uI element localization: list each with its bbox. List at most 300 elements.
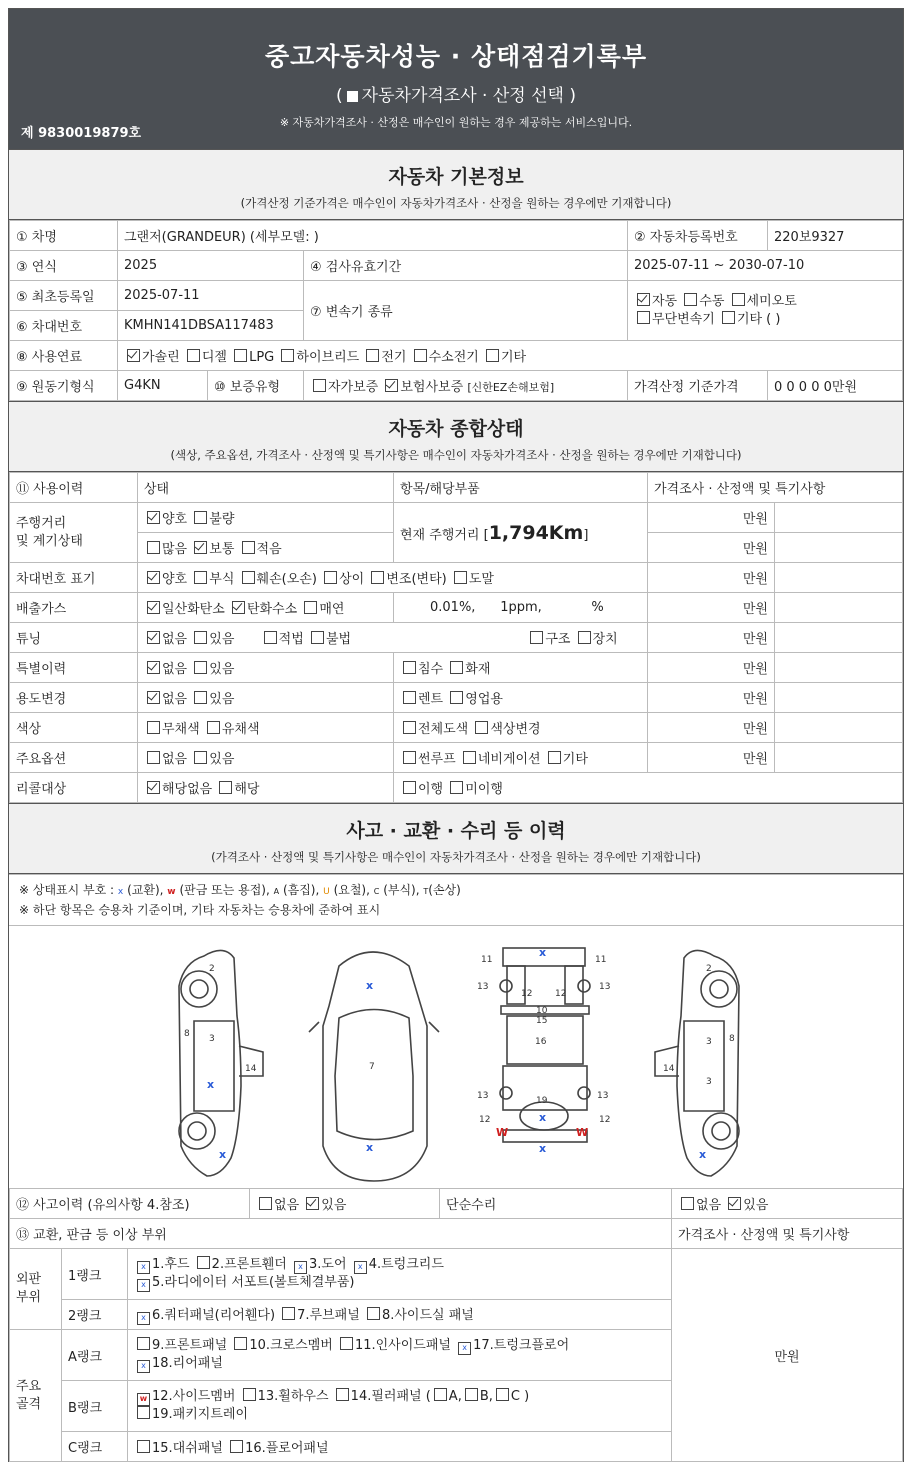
overall-state-table	[9, 472, 903, 803]
color-options	[138, 713, 394, 743]
part-7-label: 7.루브패널	[297, 1308, 360, 1323]
overall-section-header	[9, 401, 903, 472]
legend-line-2: ※ 하단 항목은 승용차 기준이며, 기타 자동차는 승용차에 준하여 표시	[19, 903, 381, 917]
usage-none-label: 없음	[162, 692, 188, 707]
tuning-illegal-label: 불법	[325, 632, 352, 647]
warranty-ins-checkbox[interactable]	[385, 379, 398, 392]
reg-no-label: ② 자동차등록번호	[628, 221, 768, 251]
fuel-lpg-label: LPG	[249, 350, 275, 365]
mileage-close: ]	[583, 527, 589, 543]
simple-yes-checkbox[interactable]	[728, 1197, 741, 1210]
mileage-normal-checkbox[interactable]	[194, 541, 207, 554]
engine-value: G4KN	[118, 371, 208, 401]
diag-frame-12-bl: 12	[479, 1115, 491, 1125]
diag-right-3-bottom: 3	[706, 1077, 712, 1087]
part-1-label: 1.후드	[152, 1257, 190, 1272]
part-4-checkbox[interactable]	[354, 1261, 367, 1274]
tuning-device-checkbox[interactable]	[578, 631, 591, 644]
diag-right-14: 14	[663, 1064, 675, 1074]
insurer-name: [신한EZ손해보험]	[467, 381, 555, 394]
col-history: ⑪ 사용이력	[10, 473, 138, 503]
first-reg-label: ⑤ 최초등록일	[10, 281, 118, 311]
recall-options	[138, 773, 394, 803]
option-label: 주요옵션	[10, 743, 138, 773]
part-14-label: 14.필러패널 (	[350, 1389, 431, 1404]
option-etc-checkbox[interactable]	[548, 751, 561, 764]
recall-yes-checkbox[interactable]	[219, 781, 232, 794]
warranty-ins-label: 보험사보증	[400, 380, 464, 395]
hist-yes-label: 있음	[321, 1198, 347, 1213]
base-price-value	[768, 371, 903, 401]
trans-cvt-label: 무단변속기	[652, 311, 715, 327]
usage-none-checkbox[interactable]	[147, 691, 160, 704]
part-19-label: 19.패키지트레이	[152, 1407, 249, 1422]
option-etc-label: 기타	[562, 752, 588, 767]
trans-etc-checkbox[interactable]	[722, 311, 735, 324]
diag-left-x-door: x	[207, 1078, 215, 1091]
top-print-line	[0, 0, 906, 8]
pillar-a-checkbox[interactable]	[434, 1388, 447, 1401]
option-navi-checkbox[interactable]	[463, 751, 476, 764]
rankB-label: B랭크	[62, 1381, 128, 1432]
rank1-label: 1랭크	[62, 1249, 128, 1300]
trans-etc-label: 기타 ( )	[736, 311, 781, 327]
vin-label: ⑥ 차대번호	[10, 311, 118, 341]
mileage-text: 현재 주행거리 [	[400, 527, 489, 543]
option-yes-checkbox[interactable]	[194, 751, 207, 764]
tuning-label: 튜닝	[10, 623, 138, 653]
fuel-gasoline-label: 가솔린	[142, 350, 180, 365]
vin-mark-damage-checkbox[interactable]	[242, 571, 255, 584]
mileage-condition	[138, 503, 394, 533]
color-note	[775, 713, 903, 743]
recall-none-checkbox[interactable]	[147, 781, 160, 794]
warranty-label: ⑩ 보증유형	[208, 371, 304, 401]
hist-label: ⑫ 사고이력 (유의사항 4.참조)	[10, 1189, 250, 1219]
vin-mark-price: 만원	[648, 563, 775, 593]
diag-left-2: 2	[209, 964, 215, 974]
legend-x-text: (교환),	[127, 883, 164, 897]
part-16-label: 16.플로어패널	[245, 1441, 329, 1456]
emission-price: 만원	[648, 593, 775, 623]
simple-none-label: 없음	[696, 1198, 722, 1213]
option-sunroof-label: 썬루프	[418, 752, 456, 767]
diag-frame-w-left: W	[496, 1126, 509, 1139]
rankB-items	[128, 1381, 672, 1432]
fuel-electric-label: 전기	[381, 350, 407, 365]
engine-label: ⑨ 원동기형식	[10, 371, 118, 401]
hist-none-label: 없음	[274, 1198, 300, 1213]
tuning-price: 만원	[648, 623, 775, 653]
emission-hc-checkbox[interactable]	[232, 601, 245, 614]
emission-co-label: 일산화탄소	[162, 602, 225, 617]
tuning-legal-label: 적법	[278, 632, 304, 647]
diag-frame-15: 15	[536, 1016, 548, 1026]
usage-note	[775, 683, 903, 713]
vin-mark-smeared-label: 도말	[468, 572, 494, 587]
part-18-label: 18.리어패널	[152, 1356, 223, 1371]
paren-open: (	[336, 86, 343, 106]
color-label: 색상	[10, 713, 138, 743]
pillar-c-checkbox[interactable]	[496, 1388, 509, 1401]
simple-none-checkbox[interactable]	[681, 1197, 694, 1210]
recall-done-label: 이행	[418, 782, 444, 797]
mileage-reading	[394, 503, 648, 563]
mileage-note-2	[775, 533, 903, 563]
vin-mark-good-checkbox[interactable]	[147, 571, 160, 584]
option-yes-label: 있음	[209, 752, 235, 767]
diag-frame-11-right: 11	[595, 955, 607, 965]
mileage-value: 1,794Km	[488, 521, 584, 544]
color-achro-label: 무채색	[162, 722, 200, 737]
col-price: 가격조사 · 산정액 및 특기사항	[648, 473, 903, 503]
vin-mark-label: 차대번호 표기	[10, 563, 138, 593]
fuel-hybrid-checkbox[interactable]	[281, 349, 294, 362]
color-full-label: 전체도색	[418, 722, 469, 737]
parts-price-label: 가격조사 · 산정액 및 특기사항	[672, 1219, 903, 1249]
tuning-struct-label: 구조	[545, 632, 571, 647]
special-yes-label: 있음	[209, 662, 235, 677]
emission-values: 0.01%, 1ppm, %	[394, 593, 648, 623]
vin-mark-smeared-checkbox[interactable]	[454, 571, 467, 584]
trans-semi-checkbox[interactable]	[732, 293, 745, 306]
part-6-checkbox[interactable]	[137, 1312, 150, 1325]
part-9-checkbox[interactable]	[137, 1337, 150, 1350]
rankC-label: C랭크	[62, 1432, 128, 1462]
mileage-good-label: 양호	[162, 512, 188, 527]
vin-value: KMHN141DBSA117483	[118, 311, 304, 341]
basic-info-table	[9, 220, 903, 401]
part-2-label: 2.프론트휀더	[211, 1257, 287, 1272]
trans-manual-checkbox[interactable]	[684, 293, 697, 306]
legend-u-symbol: U	[323, 887, 330, 897]
year-value: 2025	[118, 251, 304, 281]
year-label: ③ 연식	[10, 251, 118, 281]
tuning-none-checkbox[interactable]	[147, 631, 160, 644]
emission-note	[775, 593, 903, 623]
diag-frame-x-floor: x	[539, 1111, 547, 1124]
mileage-bad-label: 불량	[209, 512, 235, 527]
diag-right-x-quarter: x	[699, 1148, 707, 1161]
fuel-diesel-checkbox[interactable]	[187, 349, 200, 362]
part-16-checkbox[interactable]	[230, 1440, 243, 1453]
fuel-etc-label: 기타	[500, 350, 527, 365]
legend-a-symbol: A	[273, 887, 280, 896]
vin-mark-rust-label: 부식	[209, 572, 235, 587]
mileage-few-label: 적음	[256, 542, 282, 557]
part-7-checkbox[interactable]	[282, 1307, 295, 1320]
part-13-checkbox[interactable]	[243, 1388, 256, 1401]
recall-none-label: 해당없음	[162, 782, 213, 797]
part-3-checkbox[interactable]	[294, 1261, 307, 1274]
usage-items	[394, 683, 648, 713]
recall-label: 리콜대상	[10, 773, 138, 803]
special-fire-checkbox[interactable]	[450, 661, 463, 674]
hist-options	[250, 1189, 440, 1219]
rank2-label: 2랭크	[62, 1300, 128, 1330]
hist-yes-checkbox[interactable]	[306, 1197, 319, 1210]
tuning-illegal-checkbox[interactable]	[311, 631, 324, 644]
fuel-etc-checkbox[interactable]	[486, 349, 499, 362]
special-items	[394, 653, 648, 683]
hist-none-checkbox[interactable]	[259, 1197, 272, 1210]
color-items	[394, 713, 648, 743]
diag-top-x-hood: x	[366, 979, 374, 992]
usage-rent-checkbox[interactable]	[403, 691, 416, 704]
fuel-electric-checkbox[interactable]	[366, 349, 379, 362]
trans-cvt-checkbox[interactable]	[637, 311, 650, 324]
part-15-label: 15.대쉬패널	[152, 1441, 223, 1456]
special-options	[138, 653, 394, 683]
usage-options	[138, 683, 394, 713]
service-notice: ※ 자동차가격조사 · 산정은 매수인이 원하는 경우 제공하는 서비스입니다.	[279, 116, 633, 129]
accident-table	[9, 1188, 903, 1462]
fuel-diesel-label: 디젤	[201, 350, 227, 365]
pillar-b-label: B,	[479, 1389, 493, 1404]
legend-w-symbol: w	[167, 887, 176, 897]
filled-square-icon	[347, 91, 358, 102]
rankA-items	[128, 1330, 672, 1381]
inspect-value: 2025-07-11 ~ 2030-07-10	[628, 251, 903, 281]
document-title: 중고자동차성능 · 상태점검기록부	[264, 42, 647, 71]
usage-label: 용도변경	[10, 683, 138, 713]
basic-info-title: 자동차 기본정보	[388, 166, 524, 188]
legend-u-text: (요철),	[333, 883, 370, 897]
basic-info-subtitle: (가격산정 기준가격은 매수인이 자동차가격조사 · 산정을 원하는 경우에만 기재합니다)	[240, 196, 672, 210]
trans-auto-checkbox[interactable]	[637, 293, 650, 306]
special-flood-label: 침수	[418, 662, 444, 677]
mileage-few-checkbox[interactable]	[242, 541, 255, 554]
tuning-note	[775, 623, 903, 653]
base-price-unit: 만원	[831, 380, 858, 395]
legend-prefix: ※ 상태표시 부호 :	[19, 883, 115, 897]
car-name-value: 그랜저(GRANDEUR) (세부모델: )	[118, 221, 628, 251]
accident-title: 사고 · 교환 · 수리 등 이력	[346, 820, 566, 842]
emission-co-checkbox[interactable]	[147, 601, 160, 614]
part-4-label: 4.트렁크리드	[368, 1257, 444, 1272]
overall-title: 자동차 종합상태	[388, 418, 524, 440]
mileage-label: 주행거리 및 계기상태	[10, 503, 138, 563]
fuel-label: ⑧ 사용연료	[10, 341, 118, 371]
basic-info-section-header	[9, 149, 903, 220]
pillar-a-label: A,	[448, 1389, 462, 1404]
pillar-b-checkbox[interactable]	[465, 1388, 478, 1401]
outer-label: 외판 부위	[10, 1249, 62, 1330]
part-17-checkbox[interactable]	[458, 1342, 471, 1355]
mileage-bad-checkbox[interactable]	[194, 511, 207, 524]
accident-subtitle: (가격조사 · 산정액 및 특기사항은 매수인이 자동차가격조사 · 산정을 원하는 경우에만 기재합니다)	[211, 850, 701, 864]
recall-items	[394, 773, 903, 803]
simple-label: 단순수리	[440, 1189, 672, 1219]
legend-x-symbol: x	[117, 887, 124, 897]
warranty-self-label: 자가보증	[328, 380, 379, 395]
diag-right-2: 2	[706, 964, 712, 974]
special-label: 특별이력	[10, 653, 138, 683]
part-17-label: 17.트렁크플로어	[473, 1338, 570, 1353]
part-1-checkbox[interactable]	[137, 1261, 150, 1274]
color-change-label: 색상변경	[490, 722, 541, 737]
color-chro-checkbox[interactable]	[207, 721, 220, 734]
diag-frame-10: 10	[536, 1006, 548, 1016]
vin-mark-note	[775, 563, 903, 593]
special-none-label: 없음	[162, 662, 188, 677]
option-sunroof-checkbox[interactable]	[403, 751, 416, 764]
part-5-checkbox[interactable]	[137, 1279, 150, 1292]
diag-frame-12-r: 12	[555, 989, 567, 999]
frame-label: 주요 골격	[10, 1330, 62, 1462]
diag-left-14: 14	[245, 1064, 257, 1074]
color-change-checkbox[interactable]	[475, 721, 488, 734]
usage-rent-label: 렌트	[418, 692, 444, 707]
tuning-device-label: 장치	[592, 632, 618, 647]
emission-label: 배출가스	[10, 593, 138, 623]
legend-t-symbol: T	[423, 887, 429, 896]
emission-smoke-checkbox[interactable]	[304, 601, 317, 614]
special-yes-checkbox[interactable]	[194, 661, 207, 674]
option-none-label: 없음	[162, 752, 188, 767]
recall-done-checkbox[interactable]	[403, 781, 416, 794]
diag-right-8: 8	[729, 1034, 735, 1044]
tuning-legal-checkbox[interactable]	[264, 631, 277, 644]
color-price: 만원	[648, 713, 775, 743]
diag-left-3: 3	[209, 1034, 215, 1044]
diag-frame-x-front: x	[539, 946, 547, 959]
usage-biz-checkbox[interactable]	[450, 691, 463, 704]
mileage-price-2: 만원	[648, 533, 775, 563]
legend-w-text: (판금 또는 용접),	[179, 883, 270, 897]
subtitle-text: 자동차가격조사 · 산정 선택 )	[361, 86, 576, 106]
first-reg-value: 2025-07-11	[118, 281, 304, 311]
trans-semi-label: 세미오토	[746, 293, 797, 309]
trans-auto-label: 자동	[652, 293, 678, 309]
vin-mark-altered-label: 변조(변타)	[386, 572, 447, 587]
tuning-none-label: 없음	[162, 632, 188, 647]
diag-frame-13-br: 13	[597, 1091, 609, 1101]
usage-price: 만원	[648, 683, 775, 713]
diag-frame-11-left: 11	[481, 955, 493, 965]
car-diagram-svg	[9, 926, 903, 1188]
diag-top-7: 7	[369, 1062, 375, 1072]
mileage-price-1: 만원	[648, 503, 775, 533]
part-12-checkbox[interactable]	[137, 1393, 150, 1406]
fuel-hydrogen-checkbox[interactable]	[414, 349, 427, 362]
usage-yes-label: 있음	[209, 692, 235, 707]
recall-notdone-checkbox[interactable]	[450, 781, 463, 794]
record-sheet	[8, 8, 904, 1462]
option-navi-label: 네비게이션	[477, 752, 541, 767]
part-19-checkbox[interactable]	[137, 1406, 150, 1419]
diag-frame-w-right: W	[576, 1126, 589, 1139]
fuel-options	[118, 341, 903, 371]
option-price: 만원	[648, 743, 775, 773]
car-name-label: ① 차명	[10, 221, 118, 251]
color-achro-checkbox[interactable]	[147, 721, 160, 734]
option-items	[394, 743, 648, 773]
usage-biz-label: 영업용	[465, 692, 503, 707]
mileage-many-label: 많음	[162, 542, 188, 557]
color-chro-label: 유채색	[221, 722, 260, 737]
warranty-options	[304, 371, 628, 401]
diag-frame-x-rear: x	[539, 1142, 547, 1155]
fuel-lpg-checkbox[interactable]	[234, 349, 247, 362]
rank1-items	[128, 1249, 672, 1300]
legend-a-text: (흠집),	[282, 883, 320, 897]
legend-t-text: (손상)	[428, 883, 461, 897]
special-none-checkbox[interactable]	[147, 661, 160, 674]
diag-frame-12-l: 12	[521, 989, 533, 999]
emission-hc-label: 탄화수소	[246, 602, 298, 617]
diag-frame-16: 16	[535, 1037, 547, 1047]
color-full-checkbox[interactable]	[403, 721, 416, 734]
legend-line-1	[19, 881, 893, 901]
vin-mark-rust-checkbox[interactable]	[194, 571, 207, 584]
usage-yes-checkbox[interactable]	[194, 691, 207, 704]
base-price-label: 가격산정 기준가격	[628, 371, 768, 401]
document-subtitle	[9, 81, 903, 106]
part-8-checkbox[interactable]	[367, 1307, 380, 1320]
special-flood-checkbox[interactable]	[403, 661, 416, 674]
col-item: 항목/해당부품	[394, 473, 648, 503]
part-11-label: 11.인사이드패널	[354, 1338, 451, 1353]
overall-subtitle: (색상, 주요옵션, 가격조사 · 산정액 및 특기사항은 매수인이 자동차가격조사 · 산정을 원하는 경우에만 기재합니다)	[170, 448, 742, 462]
part-15-checkbox[interactable]	[137, 1440, 150, 1453]
part-12-label: 12.사이드멤버	[152, 1389, 236, 1404]
diag-frame-12-br: 12	[599, 1115, 611, 1125]
vin-mark-diff-checkbox[interactable]	[324, 571, 337, 584]
tuning-options	[138, 623, 648, 653]
option-options	[138, 743, 394, 773]
vin-mark-diff-label: 상이	[339, 572, 365, 587]
warranty-self-checkbox[interactable]	[313, 379, 326, 392]
simple-yes-label: 있음	[743, 1198, 769, 1213]
part-2-checkbox[interactable]	[197, 1256, 210, 1269]
mileage-many-checkbox[interactable]	[147, 541, 160, 554]
fuel-hybrid-label: 하이브리드	[296, 350, 360, 365]
mileage-normal-label: 보통	[209, 542, 235, 557]
special-price: 만원	[648, 653, 775, 683]
mileage-note-1	[775, 503, 903, 533]
part-14-checkbox[interactable]	[336, 1388, 349, 1401]
car-damage-diagram	[9, 925, 903, 1188]
trans-manual-label: 수동	[699, 293, 725, 309]
diag-frame-13-bl: 13	[477, 1091, 489, 1101]
mileage-amount	[138, 533, 394, 563]
fuel-hydrogen-label: 수소전기	[428, 350, 479, 365]
tuning-struct-checkbox[interactable]	[530, 631, 543, 644]
inspect-label: ④ 검사유효기간	[304, 251, 628, 281]
part-11-checkbox[interactable]	[340, 1337, 353, 1350]
recall-notdone-label: 미이행	[465, 782, 503, 797]
status-legend	[9, 874, 903, 925]
mileage-good-checkbox[interactable]	[147, 511, 160, 524]
tuning-yes-checkbox[interactable]	[194, 631, 207, 644]
fuel-gasoline-checkbox[interactable]	[127, 349, 140, 362]
document-number: 제 9830019879호	[21, 126, 142, 141]
special-note	[775, 653, 903, 683]
rankA-label: A랭크	[62, 1330, 128, 1381]
vin-mark-altered-checkbox[interactable]	[371, 571, 384, 584]
pillar-c-label: C )	[510, 1389, 530, 1404]
part-18-checkbox[interactable]	[137, 1360, 150, 1373]
part-8-label: 8.사이드실 패널	[381, 1308, 474, 1323]
emission-options	[138, 593, 394, 623]
diag-frame-19: 19	[536, 1096, 548, 1106]
document-header	[9, 9, 903, 149]
option-none-checkbox[interactable]	[147, 751, 160, 764]
option-note	[775, 743, 903, 773]
diag-right-3-top: 3	[706, 1037, 712, 1047]
part-10-checkbox[interactable]	[234, 1337, 247, 1350]
